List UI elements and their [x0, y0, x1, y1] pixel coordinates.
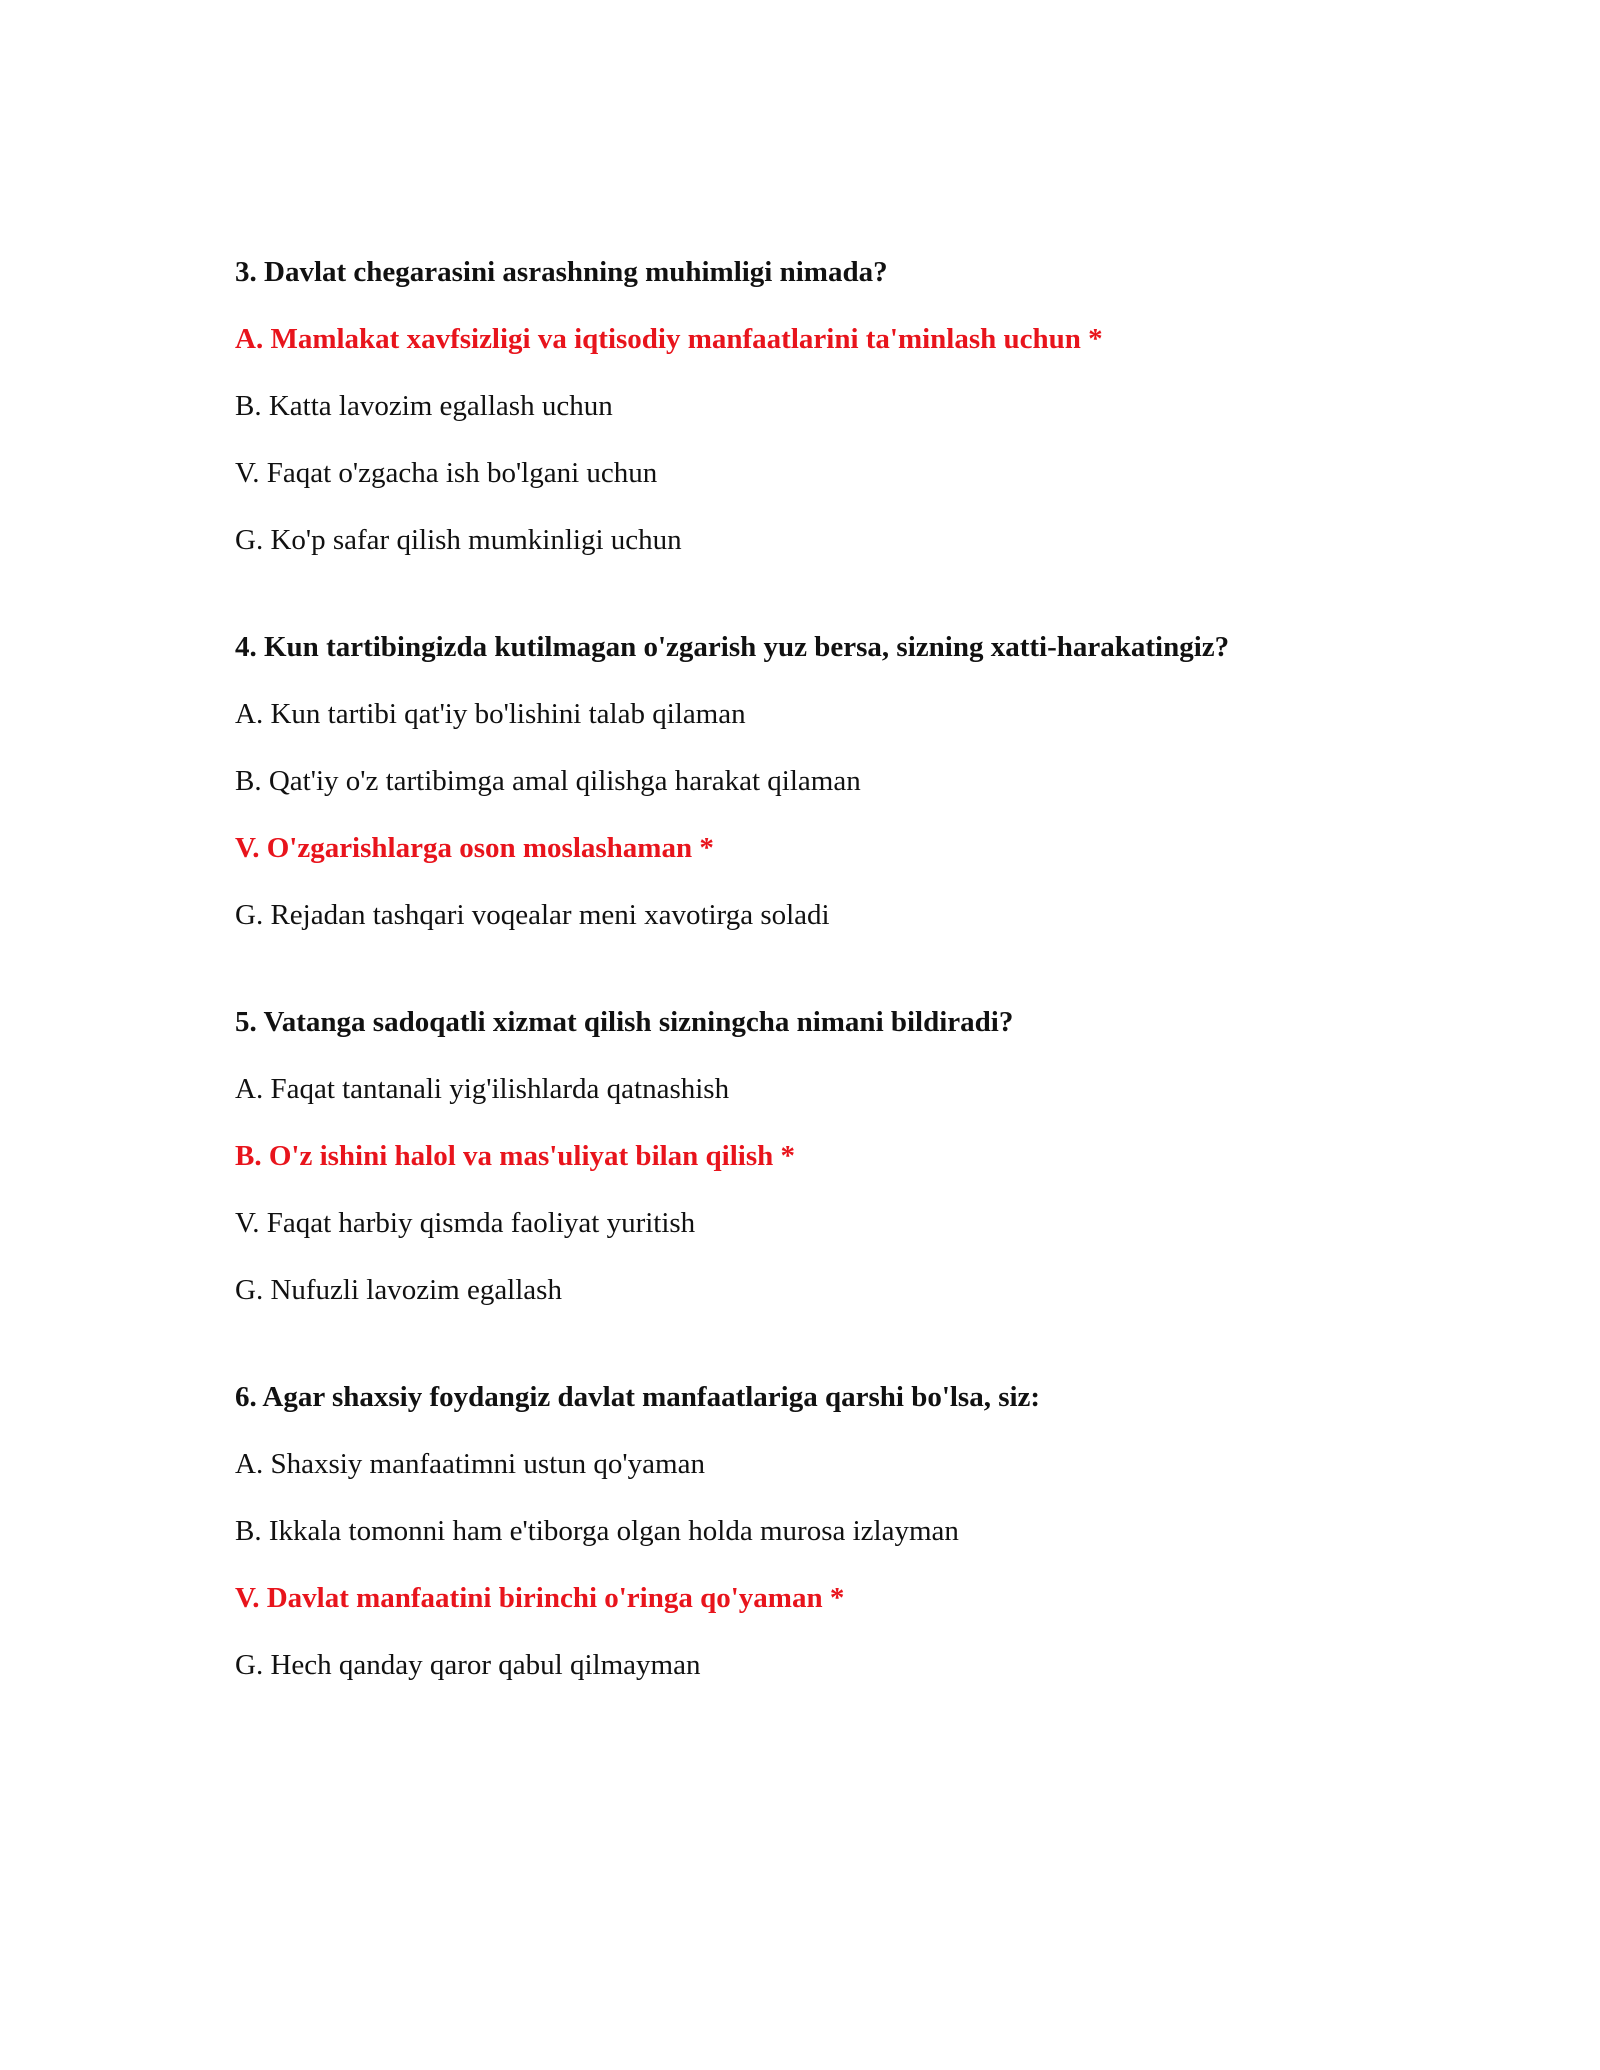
quiz-list — [235, 252, 1415, 1752]
answer-option: B. Ikkala tomonni ham e'tiborga olgan holda murosa izlayman — [235, 1515, 959, 1547]
question-block-6 — [235, 1377, 1415, 1685]
answer-option: B. Katta lavozim egallash uchun — [235, 390, 613, 422]
answer-option: V. Faqat o'zgacha ish bo'lgani uchun — [235, 457, 658, 489]
answer-option: A. Shaxsiy manfaatimni ustun qo'yaman — [235, 1448, 705, 1480]
correct-answer-option: B. O'z ishini halol va mas'uliyat bilan qilish * — [235, 1140, 796, 1172]
question-title: 4. Kun tartibingizda kutilmagan o'zgarish yuz bersa, sizning xatti-harakatingiz? — [235, 631, 1230, 663]
question-title: 3. Davlat chegarasini asrashning muhimligi nimada? — [235, 256, 888, 288]
correct-answer-option: V. O'zgarishlarga oson moslashaman * — [235, 832, 714, 864]
answer-option: B. Qat'iy o'z tartibimga amal qilishga harakat qilaman — [235, 765, 861, 797]
answer-option: G. Hech qanday qaror qabul qilmayman — [235, 1649, 701, 1681]
question-block-5 — [235, 1002, 1415, 1310]
answer-option: A. Kun tartibi qat'iy bo'lishini talab qilaman — [235, 698, 746, 730]
question-block-3 — [235, 252, 1415, 560]
question-title: 5. Vatanga sadoqatli xizmat qilish sizningcha nimani bildiradi? — [235, 1006, 1014, 1038]
question-title: 6. Agar shaxsiy foydangiz davlat manfaatlariga qarshi bo'lsa, siz: — [235, 1381, 1041, 1413]
answer-option: G. Rejadan tashqari voqealar meni xavotirga soladi — [235, 899, 830, 931]
correct-answer-option: V. Davlat manfaatini birinchi o'ringa qo'yaman * — [235, 1582, 845, 1614]
correct-answer-option: A. Mamlakat xavfsizligi va iqtisodiy manfaatlarini ta'minlash uchun * — [235, 323, 1103, 355]
answer-option: A. Faqat tantanali yig'ilishlarda qatnashish — [235, 1073, 730, 1105]
answer-option: G. Nufuzli lavozim egallash — [235, 1274, 562, 1306]
answer-option: G. Ko'p safar qilish mumkinligi uchun — [235, 524, 682, 556]
answer-option: V. Faqat harbiy qismda faoliyat yuritish — [235, 1207, 696, 1239]
question-block-4 — [235, 627, 1415, 935]
